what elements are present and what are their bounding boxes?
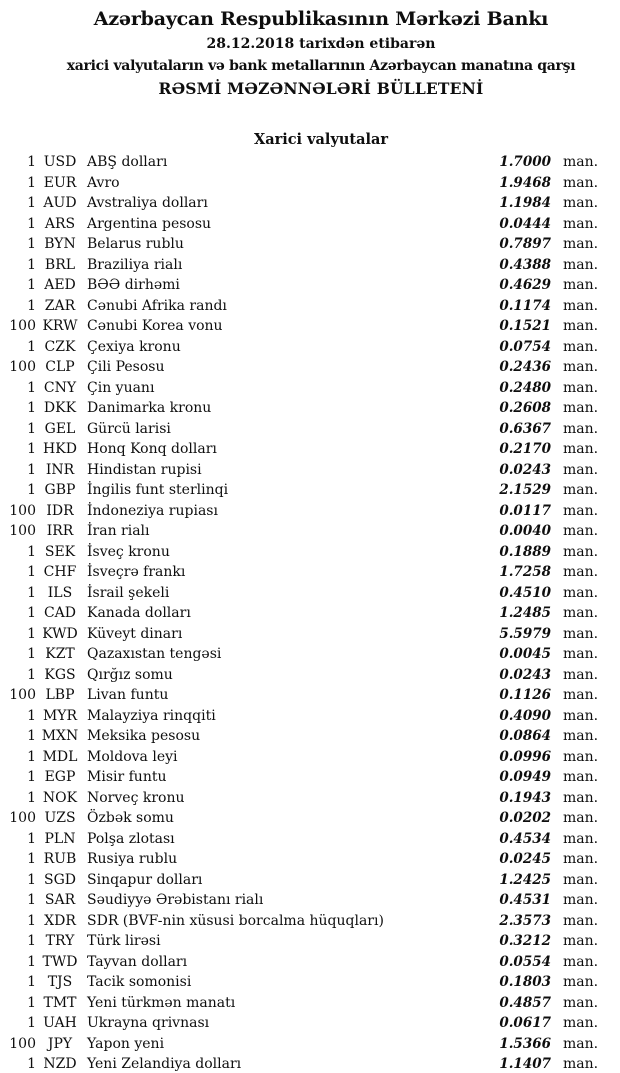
table-row (0, 747, 620, 768)
row-rate-value: 1.2485 (499, 605, 551, 621)
row-rate-value: 2.1529 (499, 482, 551, 498)
table-row (0, 193, 620, 214)
row-unit-label: man. (563, 523, 599, 539)
table-row (0, 357, 620, 378)
row-currency-name: Çexiya kronu (87, 338, 181, 355)
bank-name-title: Azərbaycan Respublikasının Mərkəzi Bankı (93, 8, 549, 30)
row-currency-code: ILS (47, 584, 73, 601)
row-currency-name: İngilis funt sterlinqi (87, 482, 229, 498)
row-quantity: 1 (27, 174, 36, 191)
row-currency-name: İndoneziya rupiası (87, 502, 218, 519)
row-rate-value: 0.0040 (499, 523, 551, 539)
table-row (0, 849, 620, 870)
row-unit-label: man. (563, 359, 599, 375)
row-rate-value: 0.4510 (499, 584, 551, 601)
row-currency-name: Malayziya rinqqiti (87, 707, 216, 724)
row-rate-value: 0.0045 (499, 646, 551, 662)
row-currency-name: Danimarka kronu (87, 400, 212, 416)
row-currency-code: CZK (44, 338, 76, 355)
row-currency-code: DKK (43, 400, 77, 416)
row-unit-label: man. (563, 994, 599, 1011)
row-currency-name: Braziliya rialı (87, 256, 183, 273)
row-rate-value: 0.2170 (499, 441, 551, 457)
row-currency-code: BRL (44, 256, 76, 273)
row-rate-value: 0.0554 (499, 953, 551, 970)
row-quantity: 100 (9, 502, 36, 519)
table-row (0, 603, 620, 624)
table-row (0, 337, 620, 358)
bulletin-title: RƏSMİ MƏZƏNNƏLƏRİ BÜLLETENİ (158, 79, 484, 98)
row-rate-value: 0.3212 (499, 933, 551, 949)
row-quantity: 1 (27, 851, 36, 867)
row-currency-name: İsrail şekeli (87, 584, 170, 601)
row-unit-label: man. (563, 912, 599, 929)
row-quantity: 1 (27, 584, 36, 601)
row-quantity: 1 (27, 1015, 36, 1031)
row-currency-code: KRW (42, 318, 78, 334)
row-currency-code: KGS (44, 666, 76, 683)
row-currency-code: TRY (45, 933, 75, 949)
row-rate-value: 0.0617 (499, 1015, 551, 1031)
row-quantity: 1 (27, 646, 36, 662)
row-currency-name: Türk lirəsi (87, 933, 161, 949)
row-currency-code: MDL (42, 748, 78, 765)
row-currency-code: IRR (46, 523, 74, 539)
row-quantity: 100 (9, 523, 36, 539)
row-quantity: 1 (27, 154, 36, 170)
row-currency-name: Yapon yeni (87, 1035, 165, 1052)
table-row (0, 685, 620, 706)
row-currency-code: MXN (41, 728, 79, 744)
table-row (0, 788, 620, 809)
row-unit-label: man. (563, 441, 599, 457)
row-rate-value: 0.4090 (499, 707, 551, 724)
table-row (0, 152, 620, 173)
row-rate-value: 0.2480 (499, 379, 551, 396)
row-rate-value: 0.0996 (499, 748, 551, 765)
row-currency-name: Kanada dolları (87, 605, 191, 621)
row-currency-code: RUB (43, 851, 77, 867)
row-rate-value: 1.7258 (499, 564, 551, 580)
row-rate-value: 1.9468 (499, 174, 551, 191)
row-currency-name: Qazaxıstan tengəsi (87, 646, 222, 662)
row-quantity: 1 (27, 236, 36, 252)
table-row (0, 316, 620, 337)
row-rate-value: 0.1126 (499, 687, 551, 703)
row-quantity: 1 (27, 195, 36, 211)
table-row (0, 398, 620, 419)
row-unit-label: man. (563, 1056, 599, 1072)
row-currency-name: Norveç kronu (87, 789, 185, 806)
section-title-foreign-currencies: Xarici valyutalar (253, 131, 389, 148)
row-currency-name: Hindistan rupisi (87, 461, 202, 478)
row-currency-name: Belarus rublu (87, 236, 184, 252)
table-row (0, 665, 620, 686)
row-currency-code: BYN (44, 236, 76, 252)
table-row (0, 378, 620, 399)
table-row (0, 1013, 620, 1034)
row-currency-code: UZS (44, 810, 76, 826)
row-unit-label: man. (563, 666, 599, 683)
table-row (0, 521, 620, 542)
row-currency-name: BƏƏ dirhəmi (87, 277, 180, 293)
row-quantity: 1 (27, 543, 36, 560)
row-unit-label: man. (563, 974, 599, 990)
row-currency-name: İran rialı (87, 523, 150, 539)
table-row (0, 829, 620, 850)
row-quantity: 1 (27, 564, 36, 580)
row-currency-code: SAR (44, 892, 76, 908)
row-currency-code: ZAR (44, 297, 76, 314)
row-rate-value: 0.0245 (499, 851, 551, 867)
row-currency-name: Ukrayna qrivnası (87, 1015, 210, 1031)
row-currency-name: Tayvan dolları (87, 953, 188, 970)
row-currency-name: Sinqapur dolları (87, 871, 203, 888)
row-quantity: 1 (27, 215, 36, 232)
row-currency-code: AUD (43, 195, 77, 211)
rates-table (0, 150, 620, 1073)
row-quantity: 1 (27, 789, 36, 806)
row-currency-name: Cənubi Afrika randı (87, 297, 227, 314)
row-currency-code: HKD (43, 441, 77, 457)
row-unit-label: man. (563, 195, 599, 211)
row-currency-name: Gürcü larisi (87, 420, 171, 437)
table-row (0, 993, 620, 1014)
row-unit-label: man. (563, 871, 599, 888)
row-quantity: 1 (27, 297, 36, 314)
table-row (0, 419, 620, 440)
row-currency-name: Polşa zlotası (87, 830, 175, 847)
row-quantity: 1 (27, 994, 36, 1011)
row-rate-value: 0.2436 (499, 359, 551, 375)
row-quantity: 1 (27, 892, 36, 908)
row-currency-code: TWD (42, 953, 78, 970)
table-row (0, 562, 620, 583)
row-currency-code: GEL (44, 420, 76, 437)
row-rate-value: 1.1407 (499, 1056, 551, 1072)
row-currency-name: Rusiya rublu (87, 851, 178, 867)
row-quantity: 100 (9, 810, 36, 826)
row-quantity: 1 (27, 461, 36, 478)
row-unit-label: man. (563, 1035, 599, 1052)
row-rate-value: 1.7000 (499, 154, 551, 170)
row-quantity: 1 (27, 338, 36, 355)
row-unit-label: man. (563, 297, 599, 314)
row-quantity: 1 (27, 625, 36, 642)
row-currency-code: XDR (44, 912, 76, 929)
row-rate-value: 0.6367 (499, 420, 551, 437)
row-currency-name: ABŞ dolları (87, 154, 168, 170)
row-unit-label: man. (563, 502, 599, 519)
row-unit-label: man. (563, 174, 599, 191)
row-currency-name: Avstraliya dolları (87, 195, 208, 211)
table-row (0, 501, 620, 522)
row-quantity: 1 (27, 441, 36, 457)
row-unit-label: man. (563, 236, 599, 252)
row-currency-code: LBP (45, 687, 75, 703)
row-rate-value: 0.2608 (499, 400, 551, 416)
row-unit-label: man. (563, 810, 599, 826)
row-unit-label: man. (563, 584, 599, 601)
row-quantity: 1 (27, 1056, 36, 1072)
row-currency-code: GBP (44, 482, 76, 498)
row-quantity: 1 (27, 830, 36, 847)
row-unit-label: man. (563, 728, 599, 744)
row-unit-label: man. (563, 646, 599, 662)
table-row (0, 911, 620, 932)
row-currency-code: NZD (43, 1056, 77, 1072)
row-unit-label: man. (563, 851, 599, 867)
row-currency-code: IDR (46, 502, 74, 519)
row-quantity: 1 (27, 482, 36, 498)
row-rate-value: 0.1174 (499, 297, 551, 314)
table-row (0, 890, 620, 911)
row-currency-name: Misir funtu (87, 769, 167, 785)
row-currency-name: Meksika pesosu (87, 728, 201, 744)
row-quantity: 1 (27, 933, 36, 949)
table-row (0, 767, 620, 788)
row-currency-code: KZT (45, 646, 75, 662)
table-row (0, 1054, 620, 1073)
row-rate-value: 0.4629 (499, 277, 551, 293)
row-currency-code: CLP (45, 359, 75, 375)
row-unit-label: man. (563, 318, 599, 334)
row-unit-label: man. (563, 933, 599, 949)
row-rate-value: 1.1984 (499, 195, 551, 211)
row-unit-label: man. (563, 769, 599, 785)
bulletin-subtitle: xarici valyutaların və bank metallarının Azərbaycan manatına qarşı (66, 58, 576, 74)
row-quantity: 1 (27, 666, 36, 683)
row-currency-code: CHF (43, 564, 77, 580)
row-currency-name: Cənubi Korea vonu (87, 318, 223, 334)
row-rate-value: 0.0444 (499, 215, 551, 232)
row-quantity: 100 (9, 1035, 36, 1052)
row-currency-name: Honq Konq dolları (87, 441, 217, 457)
row-currency-name: SDR (BVF-nin xüsusi borcalma hüquqları) (87, 912, 384, 929)
row-unit-label: man. (563, 953, 599, 970)
row-unit-label: man. (563, 707, 599, 724)
row-unit-label: man. (563, 687, 599, 703)
row-unit-label: man. (563, 892, 599, 908)
row-rate-value: 1.5366 (499, 1035, 551, 1052)
row-unit-label: man. (563, 154, 599, 170)
row-unit-label: man. (563, 379, 599, 396)
row-currency-code: EGP (44, 769, 76, 785)
row-currency-code: USD (43, 154, 77, 170)
table-row (0, 214, 620, 235)
row-currency-code: CNY (43, 379, 77, 396)
table-row (0, 1034, 620, 1055)
table-row (0, 275, 620, 296)
row-rate-value: 0.1943 (499, 789, 551, 806)
row-rate-value: 0.0117 (499, 502, 551, 519)
row-rate-value: 0.0949 (499, 769, 551, 785)
row-currency-code: JPY (47, 1035, 73, 1052)
row-quantity: 1 (27, 420, 36, 437)
table-row (0, 460, 620, 481)
row-currency-code: TMT (43, 994, 77, 1011)
row-rate-value: 0.0243 (499, 461, 551, 478)
row-rate-value: 1.2425 (499, 871, 551, 888)
row-unit-label: man. (563, 789, 599, 806)
row-rate-value: 0.0202 (499, 810, 551, 826)
row-rate-value: 0.4534 (499, 830, 551, 847)
row-unit-label: man. (563, 605, 599, 621)
row-rate-value: 0.1889 (499, 543, 551, 560)
row-rate-value: 5.5979 (499, 625, 551, 642)
row-currency-name: İsveç kronu (87, 543, 170, 560)
row-unit-label: man. (563, 748, 599, 765)
effective-date-line: 28.12.2018 tarixdən etibarən (206, 36, 436, 52)
row-quantity: 1 (27, 728, 36, 744)
row-rate-value: 0.0754 (499, 338, 551, 355)
row-quantity: 1 (27, 769, 36, 785)
row-currency-code: SGD (44, 871, 76, 888)
row-quantity: 1 (27, 277, 36, 293)
row-rate-value: 0.0864 (499, 728, 551, 744)
table-row (0, 255, 620, 276)
row-unit-label: man. (563, 215, 599, 232)
row-currency-name: Çili Pesosu (87, 359, 165, 375)
row-currency-code: INR (45, 461, 75, 478)
table-row (0, 173, 620, 194)
row-unit-label: man. (563, 830, 599, 847)
row-quantity: 100 (9, 359, 36, 375)
row-unit-label: man. (563, 256, 599, 273)
table-row (0, 952, 620, 973)
row-rate-value: 0.4857 (499, 994, 551, 1011)
row-unit-label: man. (563, 420, 599, 437)
row-unit-label: man. (563, 277, 599, 293)
row-currency-code: AED (44, 277, 76, 293)
row-unit-label: man. (563, 1015, 599, 1031)
row-currency-name: Moldova leyi (87, 748, 178, 765)
row-unit-label: man. (563, 400, 599, 416)
row-quantity: 1 (27, 953, 36, 970)
row-currency-name: Argentina pesosu (87, 215, 212, 232)
table-row (0, 480, 620, 501)
row-currency-name: Səudiyyə Ərəbistanı rialı (87, 892, 264, 908)
row-rate-value: 0.4531 (499, 892, 551, 908)
row-currency-name: Çin yuanı (87, 379, 155, 396)
table-row (0, 583, 620, 604)
row-unit-label: man. (563, 482, 599, 498)
row-currency-name: İsveçrə frankı (87, 564, 186, 580)
row-currency-name: Özbək somu (87, 810, 174, 826)
row-quantity: 1 (27, 256, 36, 273)
row-rate-value: 0.7897 (499, 236, 551, 252)
row-currency-name: Küveyt dinarı (87, 625, 183, 642)
row-quantity: 100 (9, 687, 36, 703)
bulletin-header (0, 7, 620, 100)
row-currency-code: SEK (44, 543, 76, 560)
row-currency-code: ARS (44, 215, 76, 232)
row-rate-value: 0.1521 (499, 318, 551, 334)
table-row (0, 234, 620, 255)
row-rate-value: 0.0243 (499, 666, 551, 683)
row-currency-code: UAH (43, 1015, 77, 1031)
row-currency-name: Yeni Zelandiya dolları (87, 1056, 242, 1072)
row-currency-code: PLN (44, 830, 76, 847)
table-row (0, 706, 620, 727)
row-currency-name: Tacik somonisi (87, 974, 192, 990)
table-row (0, 870, 620, 891)
table-row (0, 726, 620, 747)
row-quantity: 1 (27, 707, 36, 724)
row-currency-code: EUR (43, 174, 77, 191)
row-rate-value: 0.1803 (499, 974, 551, 990)
table-row (0, 644, 620, 665)
row-quantity: 100 (9, 318, 36, 334)
row-currency-code: NOK (42, 789, 78, 806)
row-unit-label: man. (563, 625, 599, 642)
row-currency-name: Livan funtu (87, 687, 169, 703)
row-currency-name: Qırğız somu (87, 666, 173, 683)
table-row (0, 439, 620, 460)
table-row (0, 624, 620, 645)
row-unit-label: man. (563, 338, 599, 355)
row-quantity: 1 (27, 974, 36, 990)
table-row (0, 972, 620, 993)
row-currency-code: CAD (43, 605, 77, 621)
row-quantity: 1 (27, 748, 36, 765)
table-row (0, 296, 620, 317)
row-currency-code: KWD (42, 625, 78, 642)
row-rate-value: 2.3573 (499, 912, 551, 929)
row-unit-label: man. (563, 461, 599, 478)
row-quantity: 1 (27, 871, 36, 888)
row-currency-name: Avro (87, 174, 120, 191)
row-currency-code: MYR (42, 707, 78, 724)
row-rate-value: 0.4388 (499, 256, 551, 273)
row-unit-label: man. (563, 543, 599, 560)
row-currency-code: TJS (47, 974, 73, 990)
row-quantity: 1 (27, 400, 36, 416)
table-row (0, 542, 620, 563)
table-row (0, 931, 620, 952)
table-row (0, 808, 620, 829)
row-quantity: 1 (27, 379, 36, 396)
row-currency-name: Yeni türkmən manatı (87, 994, 236, 1011)
row-quantity: 1 (27, 912, 36, 929)
row-unit-label: man. (563, 564, 599, 580)
row-quantity: 1 (27, 605, 36, 621)
